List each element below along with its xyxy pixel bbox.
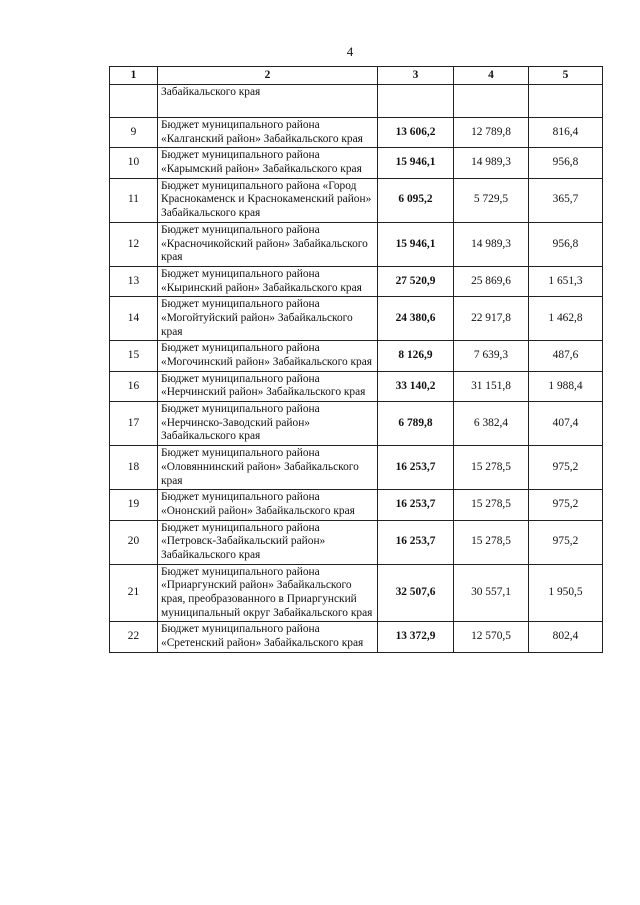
table-row: [110, 564, 603, 622]
row-number: 21: [110, 564, 158, 622]
row-budget-name: Бюджет муниципального района «Карымский район» Забайкальского края: [158, 148, 378, 178]
row-value-col4: 15 278,5: [454, 446, 529, 490]
row-budget-name: Бюджет муниципального района «Могойтуйский район» Забайкальского края: [158, 297, 378, 341]
row-value-col5: 816,4: [529, 118, 603, 148]
table-row: [110, 371, 603, 401]
table-row-continuation: [110, 85, 603, 118]
row-value-col4: 31 151,8: [454, 371, 529, 401]
row-value-col4: 6 382,4: [454, 402, 529, 446]
row-value-col4: 25 869,6: [454, 266, 529, 296]
row-value-col3: 6 095,2: [378, 178, 454, 222]
column-header-col5: 5: [529, 67, 603, 85]
table-row: [110, 297, 603, 341]
row-value-col4: 22 917,8: [454, 297, 529, 341]
row-budget-name: Бюджет муниципального района «Нерчинский район» Забайкальского края: [158, 371, 378, 401]
table-row: [110, 222, 603, 266]
row-value-col4: 12 570,5: [454, 622, 529, 652]
row-number: 13: [110, 266, 158, 296]
row-value-col3: 16 253,7: [378, 446, 454, 490]
row-value-col4: 5 729,5: [454, 178, 529, 222]
row-number: 22: [110, 622, 158, 652]
table-row: [110, 446, 603, 490]
row-value-col5: 1 651,3: [529, 266, 603, 296]
table-header-row: [110, 67, 603, 85]
row-number: 18: [110, 446, 158, 490]
row-number: [110, 85, 158, 118]
row-value-col5: 956,8: [529, 222, 603, 266]
row-value-col5: 802,4: [529, 622, 603, 652]
row-value-col5: [529, 85, 603, 118]
row-value-col4: 12 789,8: [454, 118, 529, 148]
row-value-col3: 15 946,1: [378, 148, 454, 178]
row-value-col3: 8 126,9: [378, 341, 454, 371]
row-value-col3: [378, 85, 454, 118]
row-budget-name: Бюджет муниципального района «Сретенский район» Забайкальского края: [158, 622, 378, 652]
table-row: [110, 148, 603, 178]
row-value-col5: 407,4: [529, 402, 603, 446]
row-value-col3: 13 606,2: [378, 118, 454, 148]
row-value-col5: 975,2: [529, 446, 603, 490]
row-value-col3: 27 520,9: [378, 266, 454, 296]
row-budget-name: Бюджет муниципального района «Город Краснокаменск и Краснокаменский район» Забайкальского края: [158, 178, 378, 222]
row-number: 14: [110, 297, 158, 341]
row-number: 12: [110, 222, 158, 266]
row-value-col3: 13 372,9: [378, 622, 454, 652]
row-value-col4: 30 557,1: [454, 564, 529, 622]
row-number: 10: [110, 148, 158, 178]
row-budget-name: Бюджет муниципального района «Могочинский район» Забайкальского края: [158, 341, 378, 371]
row-value-col3: 24 380,6: [378, 297, 454, 341]
row-number: 17: [110, 402, 158, 446]
column-header-col3: 3: [378, 67, 454, 85]
row-value-col5: 975,2: [529, 490, 603, 520]
row-number: 11: [110, 178, 158, 222]
table-row: [110, 266, 603, 296]
row-value-col5: 1 462,8: [529, 297, 603, 341]
table-row: [110, 490, 603, 520]
row-value-col4: 7 639,3: [454, 341, 529, 371]
column-header-col4: 4: [454, 67, 529, 85]
row-value-col5: 487,6: [529, 341, 603, 371]
row-budget-name: Забайкальского края: [158, 85, 378, 118]
row-value-col3: 16 253,7: [378, 520, 454, 564]
row-value-col4: 15 278,5: [454, 490, 529, 520]
row-value-col5: 975,2: [529, 520, 603, 564]
row-budget-name: Бюджет муниципального района «Нерчинско-Заводский район» Забайкальского края: [158, 402, 378, 446]
row-value-col5: 956,8: [529, 148, 603, 178]
row-value-col3: 15 946,1: [378, 222, 454, 266]
row-budget-name: Бюджет муниципального района «Приаргунский район» Забайкальского края, преобразованного в Приаргунский муниципальный округ Забайкальского края: [158, 564, 378, 622]
table-row: [110, 118, 603, 148]
row-value-col4: 15 278,5: [454, 520, 529, 564]
budget-table: [109, 66, 603, 653]
row-value-col4: 14 989,3: [454, 148, 529, 178]
column-header-number: 1: [110, 67, 158, 85]
table-row: [110, 402, 603, 446]
row-value-col4: [454, 85, 529, 118]
row-value-col4: 14 989,3: [454, 222, 529, 266]
row-number: 20: [110, 520, 158, 564]
row-value-col5: 365,7: [529, 178, 603, 222]
row-budget-name: Бюджет муниципального района «Кыринский район» Забайкальского края: [158, 266, 378, 296]
row-value-col3: 33 140,2: [378, 371, 454, 401]
row-value-col3: 32 507,6: [378, 564, 454, 622]
table-row: [110, 341, 603, 371]
row-value-col3: 6 789,8: [378, 402, 454, 446]
row-number: 15: [110, 341, 158, 371]
row-budget-name: Бюджет муниципального района «Ононский район» Забайкальского края: [158, 490, 378, 520]
row-budget-name: Бюджет муниципального района «Петровск-Забайкальский район» Забайкальского края: [158, 520, 378, 564]
row-value-col5: 1 950,5: [529, 564, 603, 622]
row-number: 9: [110, 118, 158, 148]
row-value-col3: 16 253,7: [378, 490, 454, 520]
table-row: [110, 622, 603, 652]
column-header-name: 2: [158, 67, 378, 85]
row-value-col5: 1 988,4: [529, 371, 603, 401]
page-number: 4: [346, 44, 354, 59]
row-number: 19: [110, 490, 158, 520]
row-budget-name: Бюджет муниципального района «Калганский район» Забайкальского края: [158, 118, 378, 148]
row-number: 16: [110, 371, 158, 401]
table-row: [110, 520, 603, 564]
row-budget-name: Бюджет муниципального района «Красночикойский район» Забайкальского края: [158, 222, 378, 266]
table-row: [110, 178, 603, 222]
row-budget-name: Бюджет муниципального района «Оловяннинский район» Забайкальского края: [158, 446, 378, 490]
